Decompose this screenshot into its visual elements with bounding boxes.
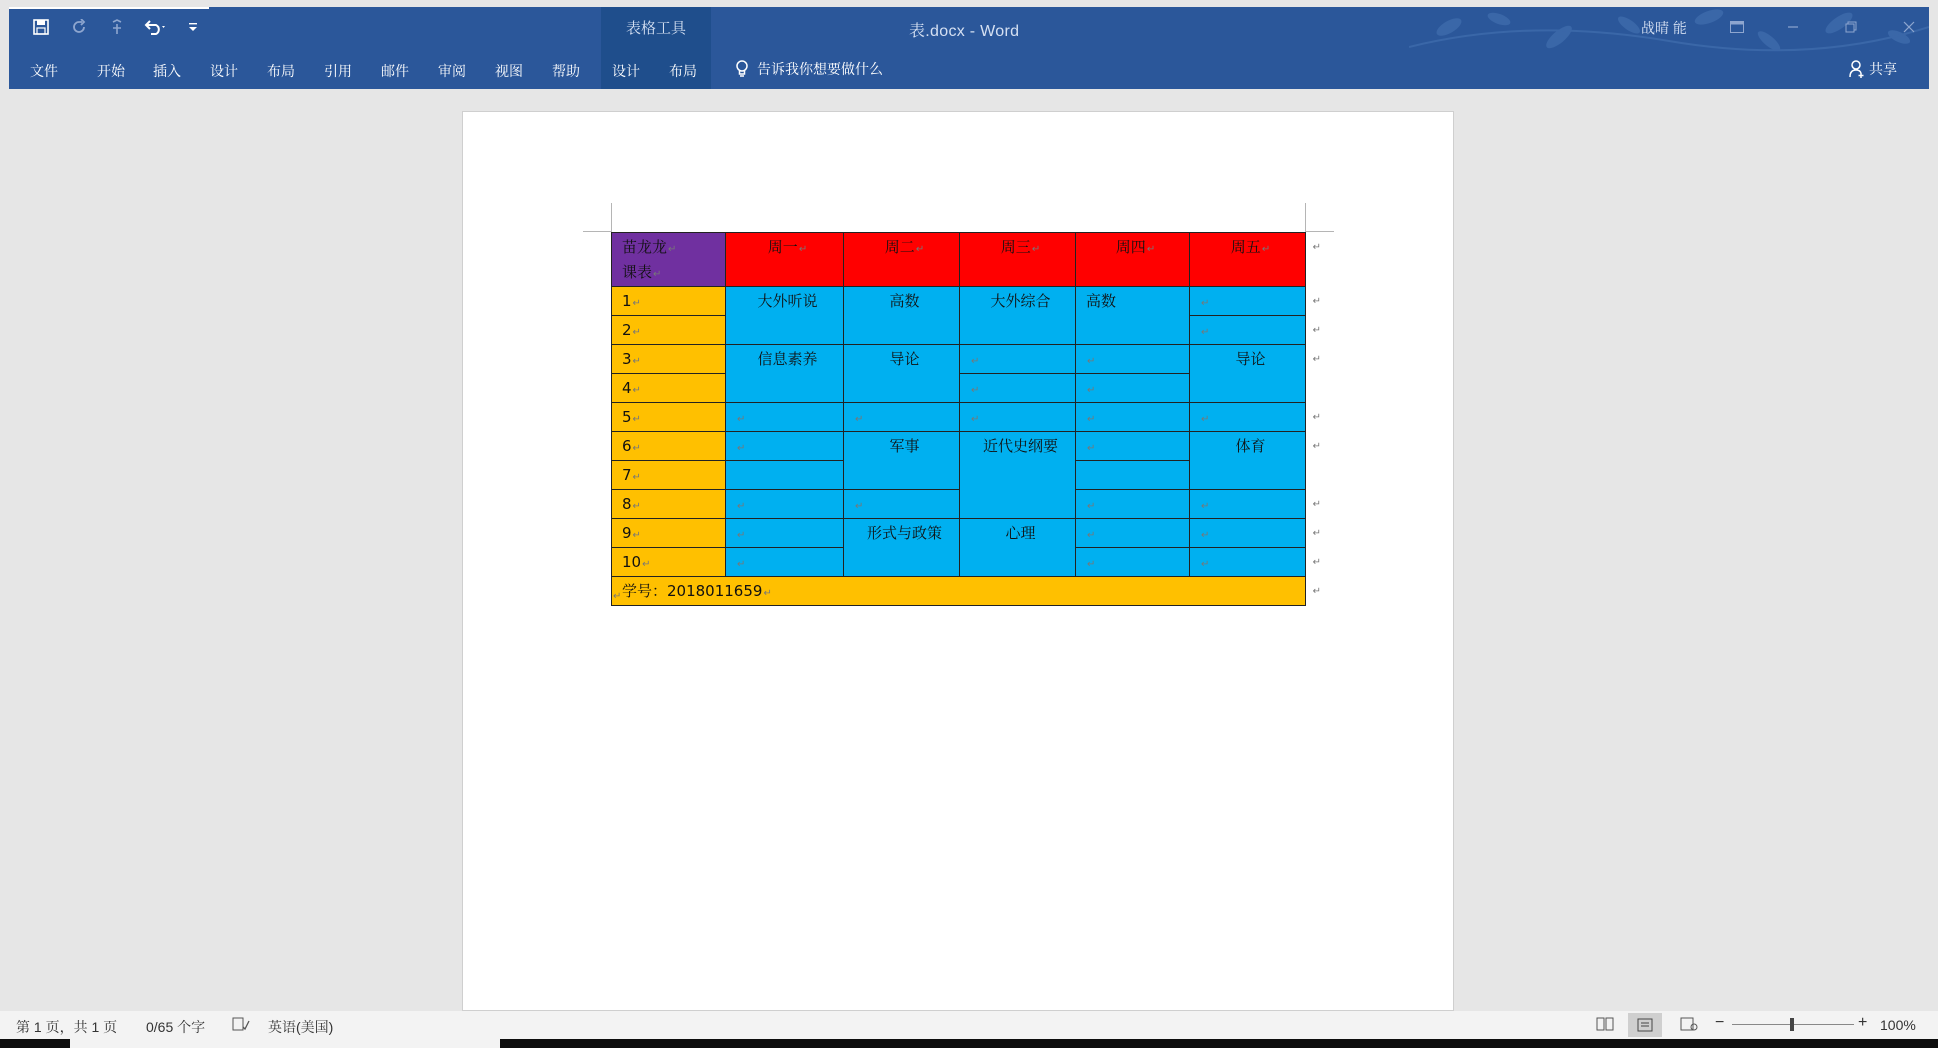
document-page[interactable] xyxy=(462,111,1454,1011)
class-cell-wed-5[interactable]: ↵ xyxy=(960,403,1076,432)
class-cell-mon-5[interactable]: ↵ xyxy=(726,403,844,432)
table-row xyxy=(612,432,1306,461)
share-label: 共享 xyxy=(1869,61,1897,77)
period-cell[interactable]: 4↵ xyxy=(612,374,726,403)
tab-view[interactable]: 视图 xyxy=(495,63,523,79)
period-cell[interactable]: 5↵ xyxy=(612,403,726,432)
class-cell-thu-8[interactable]: ↵ xyxy=(1076,490,1190,519)
class-cell-mon-3[interactable]: 信息素养 xyxy=(726,345,844,403)
period-cell[interactable]: 7↵ xyxy=(612,461,726,490)
touch-icon[interactable] xyxy=(105,15,129,39)
class-cell-thu-5[interactable]: ↵ xyxy=(1076,403,1190,432)
proofing-icon[interactable] xyxy=(232,1017,250,1034)
class-cell-tue-1[interactable]: 高数 xyxy=(844,287,960,345)
tab-review[interactable]: 审阅 xyxy=(438,63,466,79)
class-cell-wed-6[interactable]: 近代史纲要 xyxy=(960,432,1076,519)
document-title: 表.docx - Word xyxy=(909,23,1020,40)
class-cell-fri-10[interactable]: ↵ ↵ xyxy=(1190,548,1306,577)
class-cell-thu-7[interactable] xyxy=(1076,461,1190,490)
table-row xyxy=(612,345,1306,374)
class-cell-thu-6[interactable]: ↵ xyxy=(1076,432,1190,461)
zoom-out-icon[interactable]: − xyxy=(1715,1014,1725,1031)
period-cell[interactable]: 6↵ xyxy=(612,432,726,461)
class-cell-fri-2[interactable]: ↵ ↵ xyxy=(1190,316,1306,345)
class-cell-mon-8[interactable]: ↵ xyxy=(726,490,844,519)
class-cell-thu-3[interactable]: ↵ xyxy=(1076,345,1190,374)
period-cell[interactable]: 9↵ xyxy=(612,519,726,548)
class-cell-thu-1[interactable]: 高数 xyxy=(1076,287,1190,345)
period-cell[interactable]: 1↵ xyxy=(612,287,726,316)
class-cell-tue-3[interactable]: 导论 xyxy=(844,345,960,403)
class-cell-fri-1[interactable]: ↵ ↵ xyxy=(1190,287,1306,316)
word-count[interactable]: 0/65 个字 xyxy=(146,1019,206,1035)
taskbar-segment xyxy=(70,1039,500,1048)
schedule-table[interactable] xyxy=(611,232,1321,606)
class-cell-fri-6[interactable]: 体育 ↵ xyxy=(1190,432,1306,490)
tab-table-design[interactable]: 设计 xyxy=(612,63,640,79)
status-bar xyxy=(0,1011,1938,1039)
quick-access-toolbar xyxy=(29,15,205,39)
table-row xyxy=(612,287,1306,316)
redo-icon[interactable] xyxy=(67,15,91,39)
web-layout-icon[interactable] xyxy=(1680,1017,1698,1034)
class-cell-mon-6[interactable]: ↵ xyxy=(726,432,844,461)
zoom-slider-thumb[interactable] xyxy=(1790,1018,1794,1031)
class-cell-tue-9[interactable]: 形式与政策 xyxy=(844,519,960,577)
class-cell-wed-1[interactable]: 大外综合 xyxy=(960,287,1076,345)
period-cell[interactable]: 10↵ xyxy=(612,548,726,577)
zoom-level[interactable]: 100% xyxy=(1880,1017,1916,1033)
class-cell-fri-3[interactable]: 导论 ↵ xyxy=(1190,345,1306,403)
class-cell-mon-10[interactable]: ↵ xyxy=(726,548,844,577)
tab-home[interactable]: 开始 xyxy=(97,63,125,79)
class-cell-wed-3[interactable]: ↵ xyxy=(960,345,1076,374)
tab-file[interactable]: 文件 xyxy=(30,63,58,79)
class-cell-tue-8[interactable]: ↵ xyxy=(844,490,960,519)
crop-mark xyxy=(1305,231,1334,232)
class-cell-tue-5[interactable]: ↵ xyxy=(844,403,960,432)
crop-mark xyxy=(1305,203,1306,233)
class-cell-fri-5[interactable]: ↵ ↵ xyxy=(1190,403,1306,432)
table-row xyxy=(612,403,1306,432)
owner-name: 苗龙龙 xyxy=(622,238,668,256)
ribbon-display-icon[interactable] xyxy=(1725,15,1749,39)
class-cell-wed-9[interactable]: 心理 xyxy=(960,519,1076,577)
share-button[interactable] xyxy=(1849,59,1897,79)
class-cell-thu-10[interactable]: ↵ xyxy=(1076,548,1190,577)
tab-table-layout[interactable]: 布局 xyxy=(669,63,697,79)
zoom-in-icon[interactable]: + xyxy=(1858,1014,1868,1031)
tab-help[interactable]: 帮助 xyxy=(552,63,580,79)
save-icon[interactable] xyxy=(29,15,53,39)
table-footer-row xyxy=(612,577,1306,606)
tell-me-box[interactable] xyxy=(735,59,883,79)
corner-cell[interactable]: 苗龙龙↵ 课表↵ xyxy=(612,233,726,287)
day-header-fri[interactable]: 周五↵ ↵ xyxy=(1190,233,1306,287)
period-cell[interactable]: 2↵ xyxy=(612,316,726,345)
ribbon xyxy=(9,7,1929,89)
class-cell-thu-9[interactable]: ↵ xyxy=(1076,519,1190,548)
tell-me-text: 告诉我你想要做什么 xyxy=(757,61,883,77)
close-icon[interactable] xyxy=(1897,15,1921,39)
table-header-row xyxy=(612,233,1306,287)
person-icon xyxy=(1849,60,1865,78)
period-cell[interactable]: 3↵ xyxy=(612,345,726,374)
print-layout-icon[interactable] xyxy=(1628,1013,1662,1037)
class-cell-tue-6[interactable]: 军事 xyxy=(844,432,960,490)
read-mode-icon[interactable] xyxy=(1596,1017,1614,1034)
table-tools-label: 表格工具 xyxy=(625,20,686,37)
customize-icon[interactable] xyxy=(181,15,205,39)
title-bar xyxy=(9,7,1929,47)
language[interactable]: 英语(美国) xyxy=(268,1019,334,1035)
day-header-wed[interactable]: 周三↵ xyxy=(960,233,1076,287)
day-header-mon[interactable]: 周一↵ xyxy=(726,233,844,287)
table-caption: 课表 xyxy=(622,263,653,281)
taskbar-edge xyxy=(0,1039,1938,1048)
table-row xyxy=(612,490,1306,519)
page-count[interactable]: 第 1 页，共 1 页 xyxy=(16,1019,118,1035)
student-id-cell[interactable]: 学号：2018011659↵ ↵ xyxy=(612,577,1306,606)
table-row xyxy=(612,519,1306,548)
tab-mailings[interactable]: 邮件 xyxy=(381,63,409,79)
day-header-thu[interactable]: 周四↵ xyxy=(1076,233,1190,287)
class-cell-mon-1[interactable]: 大外听说 xyxy=(726,287,844,345)
class-cell-wed-4[interactable]: ↵ xyxy=(960,374,1076,403)
crop-mark xyxy=(611,203,612,233)
undo-icon[interactable] xyxy=(143,15,167,39)
tab-layout[interactable]: 布局 xyxy=(267,63,295,79)
crop-mark xyxy=(583,231,612,232)
class-cell-thu-4[interactable]: ↵ xyxy=(1076,374,1190,403)
tab-references[interactable]: 引用 xyxy=(324,63,352,79)
tab-design[interactable]: 设计 xyxy=(210,63,238,79)
restore-icon[interactable] xyxy=(1839,15,1863,39)
user-name[interactable]: 战晴 能 xyxy=(1641,20,1687,36)
day-header-tue[interactable]: 周二↵ xyxy=(844,233,960,287)
class-cell-fri-8[interactable]: ↵ ↵ xyxy=(1190,490,1306,519)
lightbulb-icon xyxy=(735,60,749,78)
minimize-icon[interactable] xyxy=(1781,15,1805,39)
ribbon-tabs xyxy=(9,51,1929,89)
class-cell-fri-9[interactable]: ↵ ↵ xyxy=(1190,519,1306,548)
period-cell[interactable]: 8↵ xyxy=(612,490,726,519)
class-cell-mon-7[interactable] xyxy=(726,461,844,490)
paragraph-mark: ↵ xyxy=(613,591,622,602)
tab-insert[interactable]: 插入 xyxy=(153,63,181,79)
class-cell-mon-9[interactable]: ↵ xyxy=(726,519,844,548)
